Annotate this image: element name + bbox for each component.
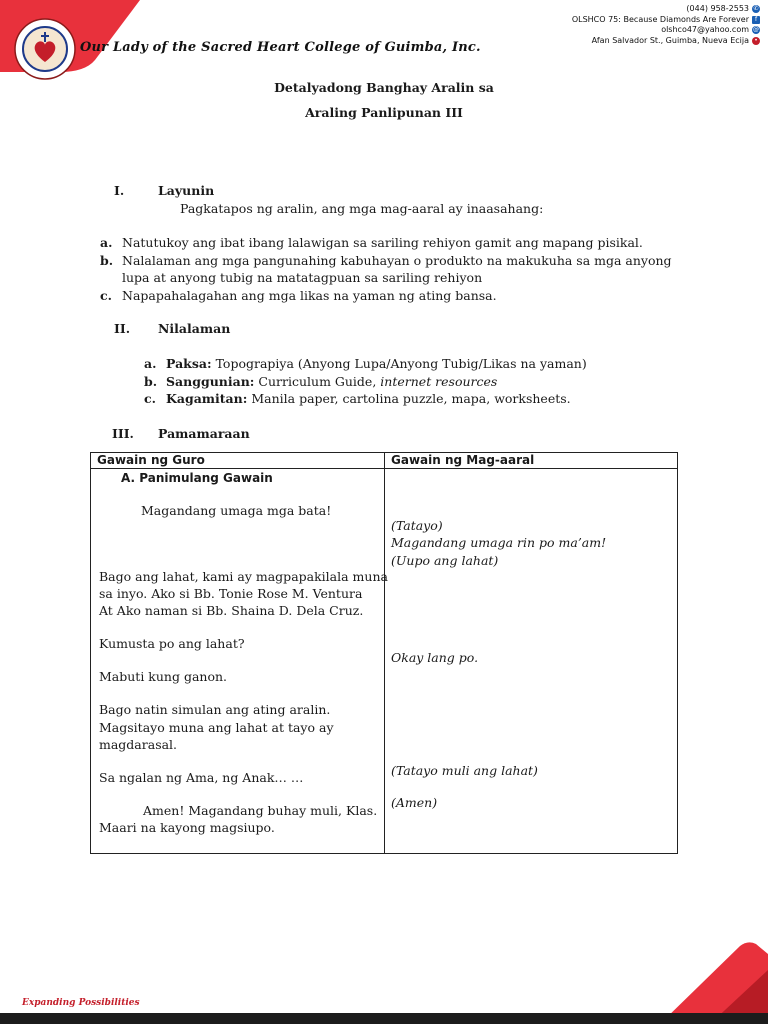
student-response: Okay lang po. [391,650,479,665]
content-kagamitan [144,391,571,406]
teacher-activity-cell [97,469,388,853]
document-title-line2: Araling Panlipunan III [305,105,463,120]
school-logo [14,18,76,80]
teacher-prayer-line: Magsitayo muna ang lahat at tayo ay [99,720,334,735]
content-label: Kagamitan: [166,391,248,406]
teacher-prayer-line: magdarasal. [99,737,178,752]
section-2-number: II. [114,321,131,336]
section-1-number: I. [114,183,125,198]
content-marker: a. [144,356,157,371]
footer-bar [0,1013,768,1024]
footer-red-shape [640,940,768,1024]
location-pin-icon: • [752,37,760,45]
content-italic-text: internet resources [380,374,498,389]
teacher-sign-of-cross: Sa ngalan ng Ama, ng Anak… … [99,770,304,785]
section-3-number: III. [112,426,134,441]
teacher-mabuti: Mabuti kung ganon. [99,669,228,684]
footer-tagline: Expanding Possibilities [22,998,140,1008]
facebook-icon: f [752,16,760,24]
student-column-header: Gawain ng Mag-aaral [385,453,678,469]
student-response: Magandang umaga rin po ma’am! [391,535,607,550]
content-text: Curriculum Guide, [258,374,377,389]
email-address: olshco47@yahoo.com [661,25,749,34]
lesson-procedure-table [90,452,678,854]
content-label: Paksa: [166,356,212,371]
section-3-heading: Pamamaraan [158,426,250,441]
content-marker: b. [144,374,158,389]
objective-a [100,234,690,251]
school-address: Afan Salvador St., Guimba, Nueva Ecija [591,35,749,45]
teacher-intro-line: sa inyo. Ako si Bb. Tonie Rose M. Ventura [99,586,363,601]
student-activity-cell [391,469,671,853]
student-response: (Amen) [391,795,438,810]
facebook-page: OLSHCO 75: Because Diamonds Are Forever [571,14,749,24]
objective-marker: a. [100,235,113,250]
objective-b [100,252,690,286]
student-response: (Uupo ang lahat) [391,553,499,568]
table-header-row [91,453,678,469]
content-text: Manila paper, cartolina puzzle, mapa, worksheets. [251,391,571,406]
objective-text: Nalalaman ang mga pangunahing kabuhayan o produkto na makukuha sa mga anyong lupa at anyong tubig na matatagpuan sa sariling rehiyon [122,253,672,285]
objective-c [100,287,690,304]
content-marker: c. [144,391,156,406]
student-response: (Tatayo) [391,518,443,533]
subheading-panimulang-gawain: A. Panimulang Gawain [121,471,273,485]
objective-text: Natutukoy ang ibat ibang lalawigan sa sariling rehiyon gamit ang mapang pisikal. [122,235,643,250]
phone-icon: ✆ [753,5,759,13]
student-response: (Tatayo muli ang lahat) [391,763,538,778]
content-sanggunian [144,374,497,389]
teacher-amen-line: Maari na kayong magsiupo. [99,820,275,835]
content-text: Topograpiya (Anyong Lupa/Anyong Tubig/Likas na yaman) [215,356,587,371]
email-icon: @ [753,26,759,34]
document-title-line1: Detalyadong Banghay Aralin sa [274,80,494,95]
phone-number: (044) 958-2553 [686,4,749,13]
teacher-greeting: Magandang umaga mga bata! [141,503,332,518]
teacher-prayer-line: Bago natin simulan ang ating aralin. [99,702,331,717]
table-row [91,469,678,854]
section-2-heading: Nilalaman [158,321,231,336]
teacher-intro-line: At Ako naman si Bb. Shaina D. Dela Cruz. [99,603,364,618]
objective-text: Napapahalagahan ang mga likas na yaman ng ating bansa. [122,288,497,303]
teacher-kumusta: Kumusta po ang lahat? [99,636,245,651]
content-paksa [144,356,587,371]
teacher-intro-line: Bago ang lahat, kami ay magpapakilala muna [99,569,388,584]
contact-info [572,4,760,46]
objective-marker: b. [100,253,114,268]
section-1-intro: Pagkatapos ng aralin, ang mga mag-aaral ay inaasahang: [180,201,544,216]
school-name: Our Lady of the Sacred Heart College of Guimba, Inc. [80,40,481,55]
teacher-amen-line: Amen! Magandang buhay muli, Klas. [143,803,378,818]
section-1-heading: Layunin [158,183,215,198]
content-label: Sanggunian: [166,374,255,389]
objective-marker: c. [100,288,112,303]
teacher-column-header: Gawain ng Guro [91,453,385,469]
